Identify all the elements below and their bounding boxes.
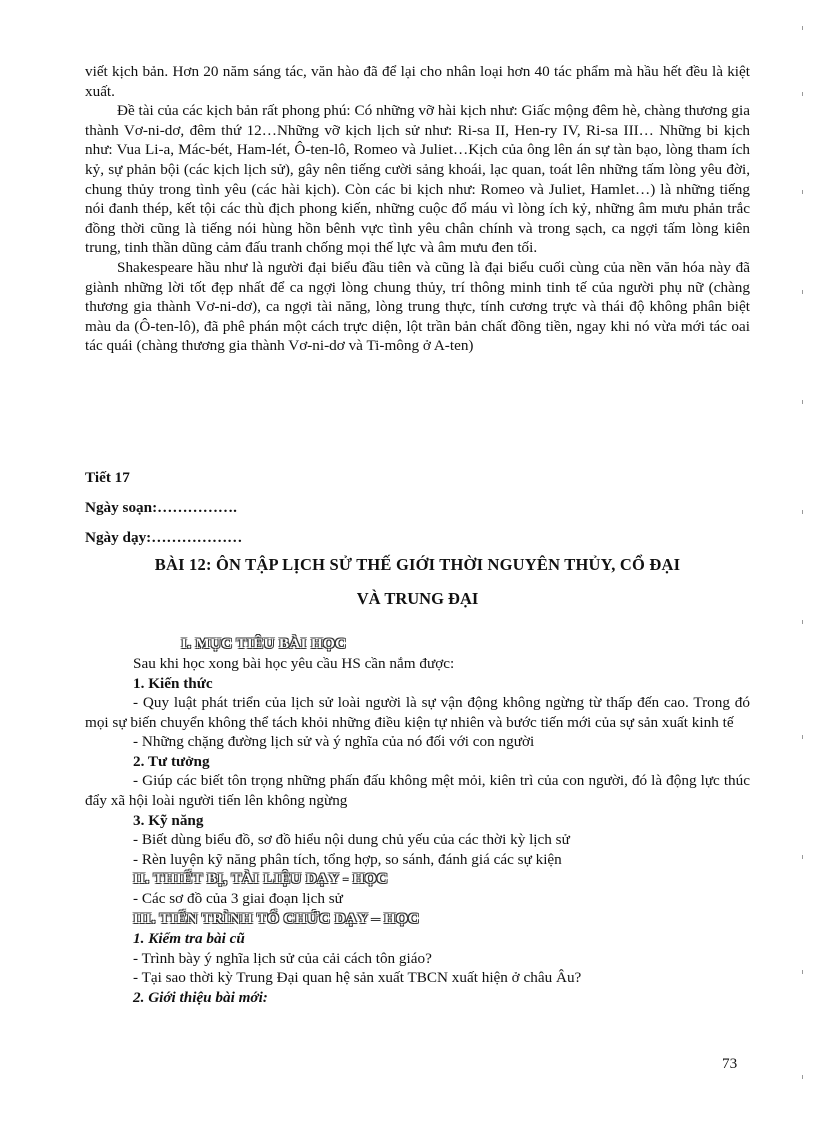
paragraph-shakespeare: Shakespeare hầu như là người đại biểu đầu tiên và cũng là đại biểu cuối cùng của nền văn hóa này đã giành những lời tốt đẹp nhất để ca ngợi lòng chung thủy, trí thông minh tinh tế của người phụ nữ (chàng thương gia thành Vơ-ni-dơ), ca ngợi tài năng, lòng trung thực, tính cương trực và thái độ không phân biệt màu da (Ô-ten-lô), đã phê phán một cách trực diện, lột trần bản chất đồng tiền, ngay khi nó vừa mới tác oai tác quái (chàng thương gia thành Vơ-ni-dơ và Ti-mông ở A-ten) (85, 258, 750, 355)
edge-mark (802, 290, 803, 294)
document-page (85, 62, 750, 1007)
section-heading-objectives: I. MỤC TIÊU BÀI HỌC (181, 634, 347, 652)
skills-item-1: - Biết dùng biểu đồ, sơ đồ hiểu nội dung chủ yếu của các thời kỳ lịch sử (133, 831, 570, 849)
lesson-title: BÀI 12: ÔN TẬP LỊCH SỬ THẾ GIỚI THỜI NGUYÊN THỦY, CỔ ĐẠI (154, 554, 681, 574)
paragraph-themes: Đề tài của các kịch bản rất phong phú: Có những vỡ hài kịch như: Giấc mộng đêm hè, chàng thương gia thành Vơ-ni-dơ, đêm thứ 12…Những vỡ kịch lịch sử như: Ri-sa II, Hen-ry IV, Ri-sa III… Những bi kịch như: Vua Li-a, Mác-bét, Ham-lét, Ô-ten-lô, Romeo và Juliet…Kịch của ông lên án sự tàn bạo, lòng tham ích kỷ, sự phản bội (các kịch lịch sử), gây nên tiếng cười sảng khoái, lạc quan, toát lên những tấm lòng yêu đời, chung thủy trong tình yêu (các hài kịch). Còn các bi kịch như: Romeo và Juliet, Hamlet…) là những tiếng nói đanh thép, kết tội các thù địch phong kiến, những cuộc đổ máu vì lòng ích kỷ, những âm mưu phản trắc đồng thời cũng là tiếng nói hùng hồn bênh vực tình yêu chân chính và trong sạch, ca ngợi tấm lòng kiên trung, tinh thần dũng cảm đấu tranh chống mọi thế lực và âm mưu đen tối. (85, 102, 750, 257)
skills-item-2: - Rèn luyện kỹ năng phân tích, tổng hợp, so sánh, đánh giá các sự kiện (133, 850, 562, 868)
knowledge-heading: 1. Kiến thức (133, 674, 213, 692)
spacer (85, 356, 750, 468)
prep-date: Ngày soạn:……………. (85, 498, 237, 516)
edge-mark (802, 190, 803, 194)
new-lesson-heading: 2. Giới thiệu bài mới: (133, 988, 268, 1006)
edge-mark (802, 92, 803, 96)
edge-mark (802, 970, 803, 974)
edge-mark (802, 26, 803, 30)
skills-heading: 3. Kỹ năng (133, 811, 204, 829)
teach-date: Ngày dạy:……………… (85, 528, 243, 546)
equipment-item-1: - Các sơ đồ của 3 giai đoạn lịch sử (133, 890, 343, 908)
objectives-intro: Sau khi học xong bài học yêu cầu HS cần nắm được: (133, 654, 455, 672)
review-question-1: - Trình bày ý nghĩa lịch sử của cải cách tôn giáo? (133, 949, 432, 967)
knowledge-item-2: - Những chặng đường lịch sử và ý nghĩa của nó đối với con người (133, 733, 535, 751)
thought-heading: 2. Tư tưởng (133, 752, 210, 770)
paragraph-continuation: viết kịch bản. Hơn 20 năm sáng tác, văn hào đã để lại cho nhân loại hơn 40 tác phẩm mà hầu hết đều là kiệt xuất. (85, 63, 750, 100)
edge-mark (802, 400, 803, 404)
page-number: 73 (722, 1055, 738, 1072)
review-heading: 1. Kiểm tra bài cũ (133, 930, 245, 948)
edge-mark (802, 855, 803, 859)
section-heading-procedure: III. TIẾN TRÌNH TỔ CHỨC DẠY – HỌC (133, 910, 420, 928)
section-heading-equipment: II. THIẾT BỊ, TÀI LIỆU DẠY - HỌC (133, 870, 389, 888)
knowledge-item-1: - Quy luật phát triển của lịch sử loài người là sự vận động không ngừng từ thấp đến cao. Trong đó mọi sự biến chuyển không thể tách khỏi những điều kiện tự nhiên và bước tiến mới của sự sản xuất kinh tế (85, 694, 750, 731)
edge-mark (802, 1075, 803, 1079)
edge-mark (802, 510, 803, 514)
edge-mark (802, 620, 803, 624)
period-label: Tiết 17 (85, 468, 130, 486)
edge-mark (802, 735, 803, 739)
lesson-title-line2: VÀ TRUNG ĐẠI (356, 588, 479, 608)
thought-item-1: - Giúp các biết tôn trọng những phấn đấu không mệt mỏi, kiên trì của con người, đó là động lực thúc đẩy xã hội loài người tiến lên không ngừng (85, 772, 750, 810)
review-question-2: - Tại sao thời kỳ Trung Đại quan hệ sản xuất TBCN xuất hiện ở châu Âu? (133, 969, 582, 987)
